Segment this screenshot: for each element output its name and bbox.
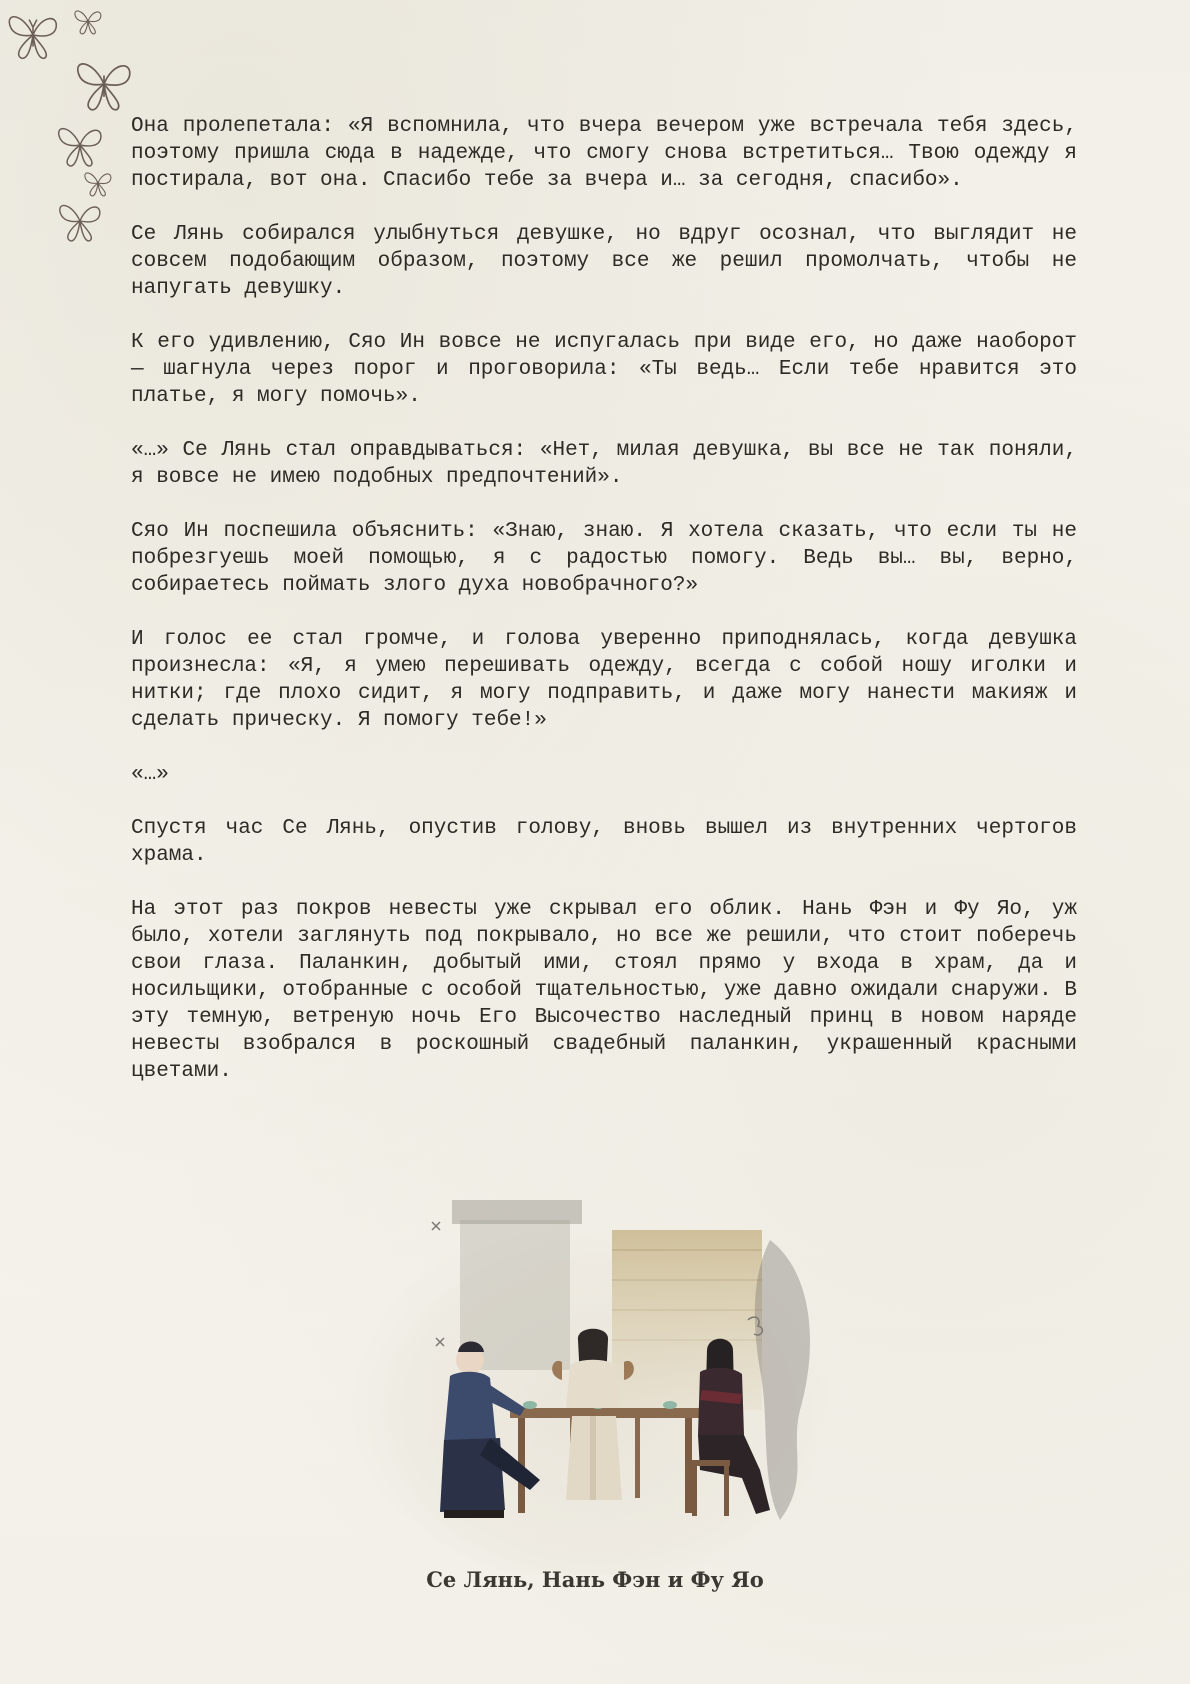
paragraph: Сяо Ин поспешила объяснить: «Знаю, знаю. Я хотела сказать, что если ты не побрезгуешь моей помощью, я с радостью помогу. Ведь вы… вы, верно, собираетесь поймать злого духа новобрачного?» xyxy=(131,520,1077,597)
illustration-caption: Се Лянь, Нань Фэн и Фу Яо xyxy=(426,1567,764,1592)
paragraph: И голос ее стал громче, и голова уверенно приподнялась, когда девушка произнесла: «Я, я умею перешивать одежду, всегда с собой ношу иголки и нитки; где плохо сидит, я могу подправить, и даже могу нанести макияж и сделать прическу. Я помогу тебе!» xyxy=(131,628,1077,732)
paragraph: На этот раз покров невесты уже скрывал его облик. Нань Фэн и Фу Яо, уж было, хотели заглянуть под покрывало, но все же решили, что стоит поберечь свои глаза. Паланкин, добытый ими, стоял прямо у входа в храм, да и носильщики, отобранные с особой тщательностью, уже давно ожидали снаружи. В эту темную, ветреную ночь Его Высочество наследный принц в новом наряде невесты взобрался в роскошный свадебный паланкин, украшенный красными цветами. xyxy=(131,898,1077,1083)
paragraph: Се Лянь собирался улыбнуться девушке, но вдруг осознал, что выглядит не совсем подобающим образом, поэтому все же решил промолчать, чтобы не напугать девушку. xyxy=(131,223,1077,300)
butterfly-icon xyxy=(72,54,136,114)
butterfly-icon xyxy=(4,8,62,62)
butterfly-icon xyxy=(72,6,104,36)
paragraph: К его удивлению, Сяо Ин вовсе не испугалась при виде его, но даже наоборот — шагнула через порог и проговорила: «Ты ведь… Если тебе нравится это платье, я могу помочь». xyxy=(131,331,1077,408)
butterfly-decoration xyxy=(0,0,150,250)
paragraph: «…» xyxy=(131,763,169,786)
paragraph: «…» Се Лянь стал оправдываться: «Нет, милая девушка, вы все не так поняли, я вовсе не имею подобных предпочтений». xyxy=(131,439,1077,489)
butterfly-icon xyxy=(54,198,106,244)
illustration xyxy=(340,1180,850,1575)
paragraph: Она пролепетала: «Я вспомнила, что вчера вечером уже встречала тебя здесь, поэтому пришла сюда в надежде, что смогу снова встретиться… Твою одежду я постирала, вот она. Спасибо тебе за вчера и… за сегодня, спасибо». xyxy=(131,115,1077,192)
butterfly-icon xyxy=(82,168,114,198)
paragraph: Спустя час Се Лянь, опустив голову, вновь вышел из внутренних чертогов храма. xyxy=(131,817,1077,867)
story-text xyxy=(131,113,1077,1085)
butterfly-icon xyxy=(54,120,106,170)
